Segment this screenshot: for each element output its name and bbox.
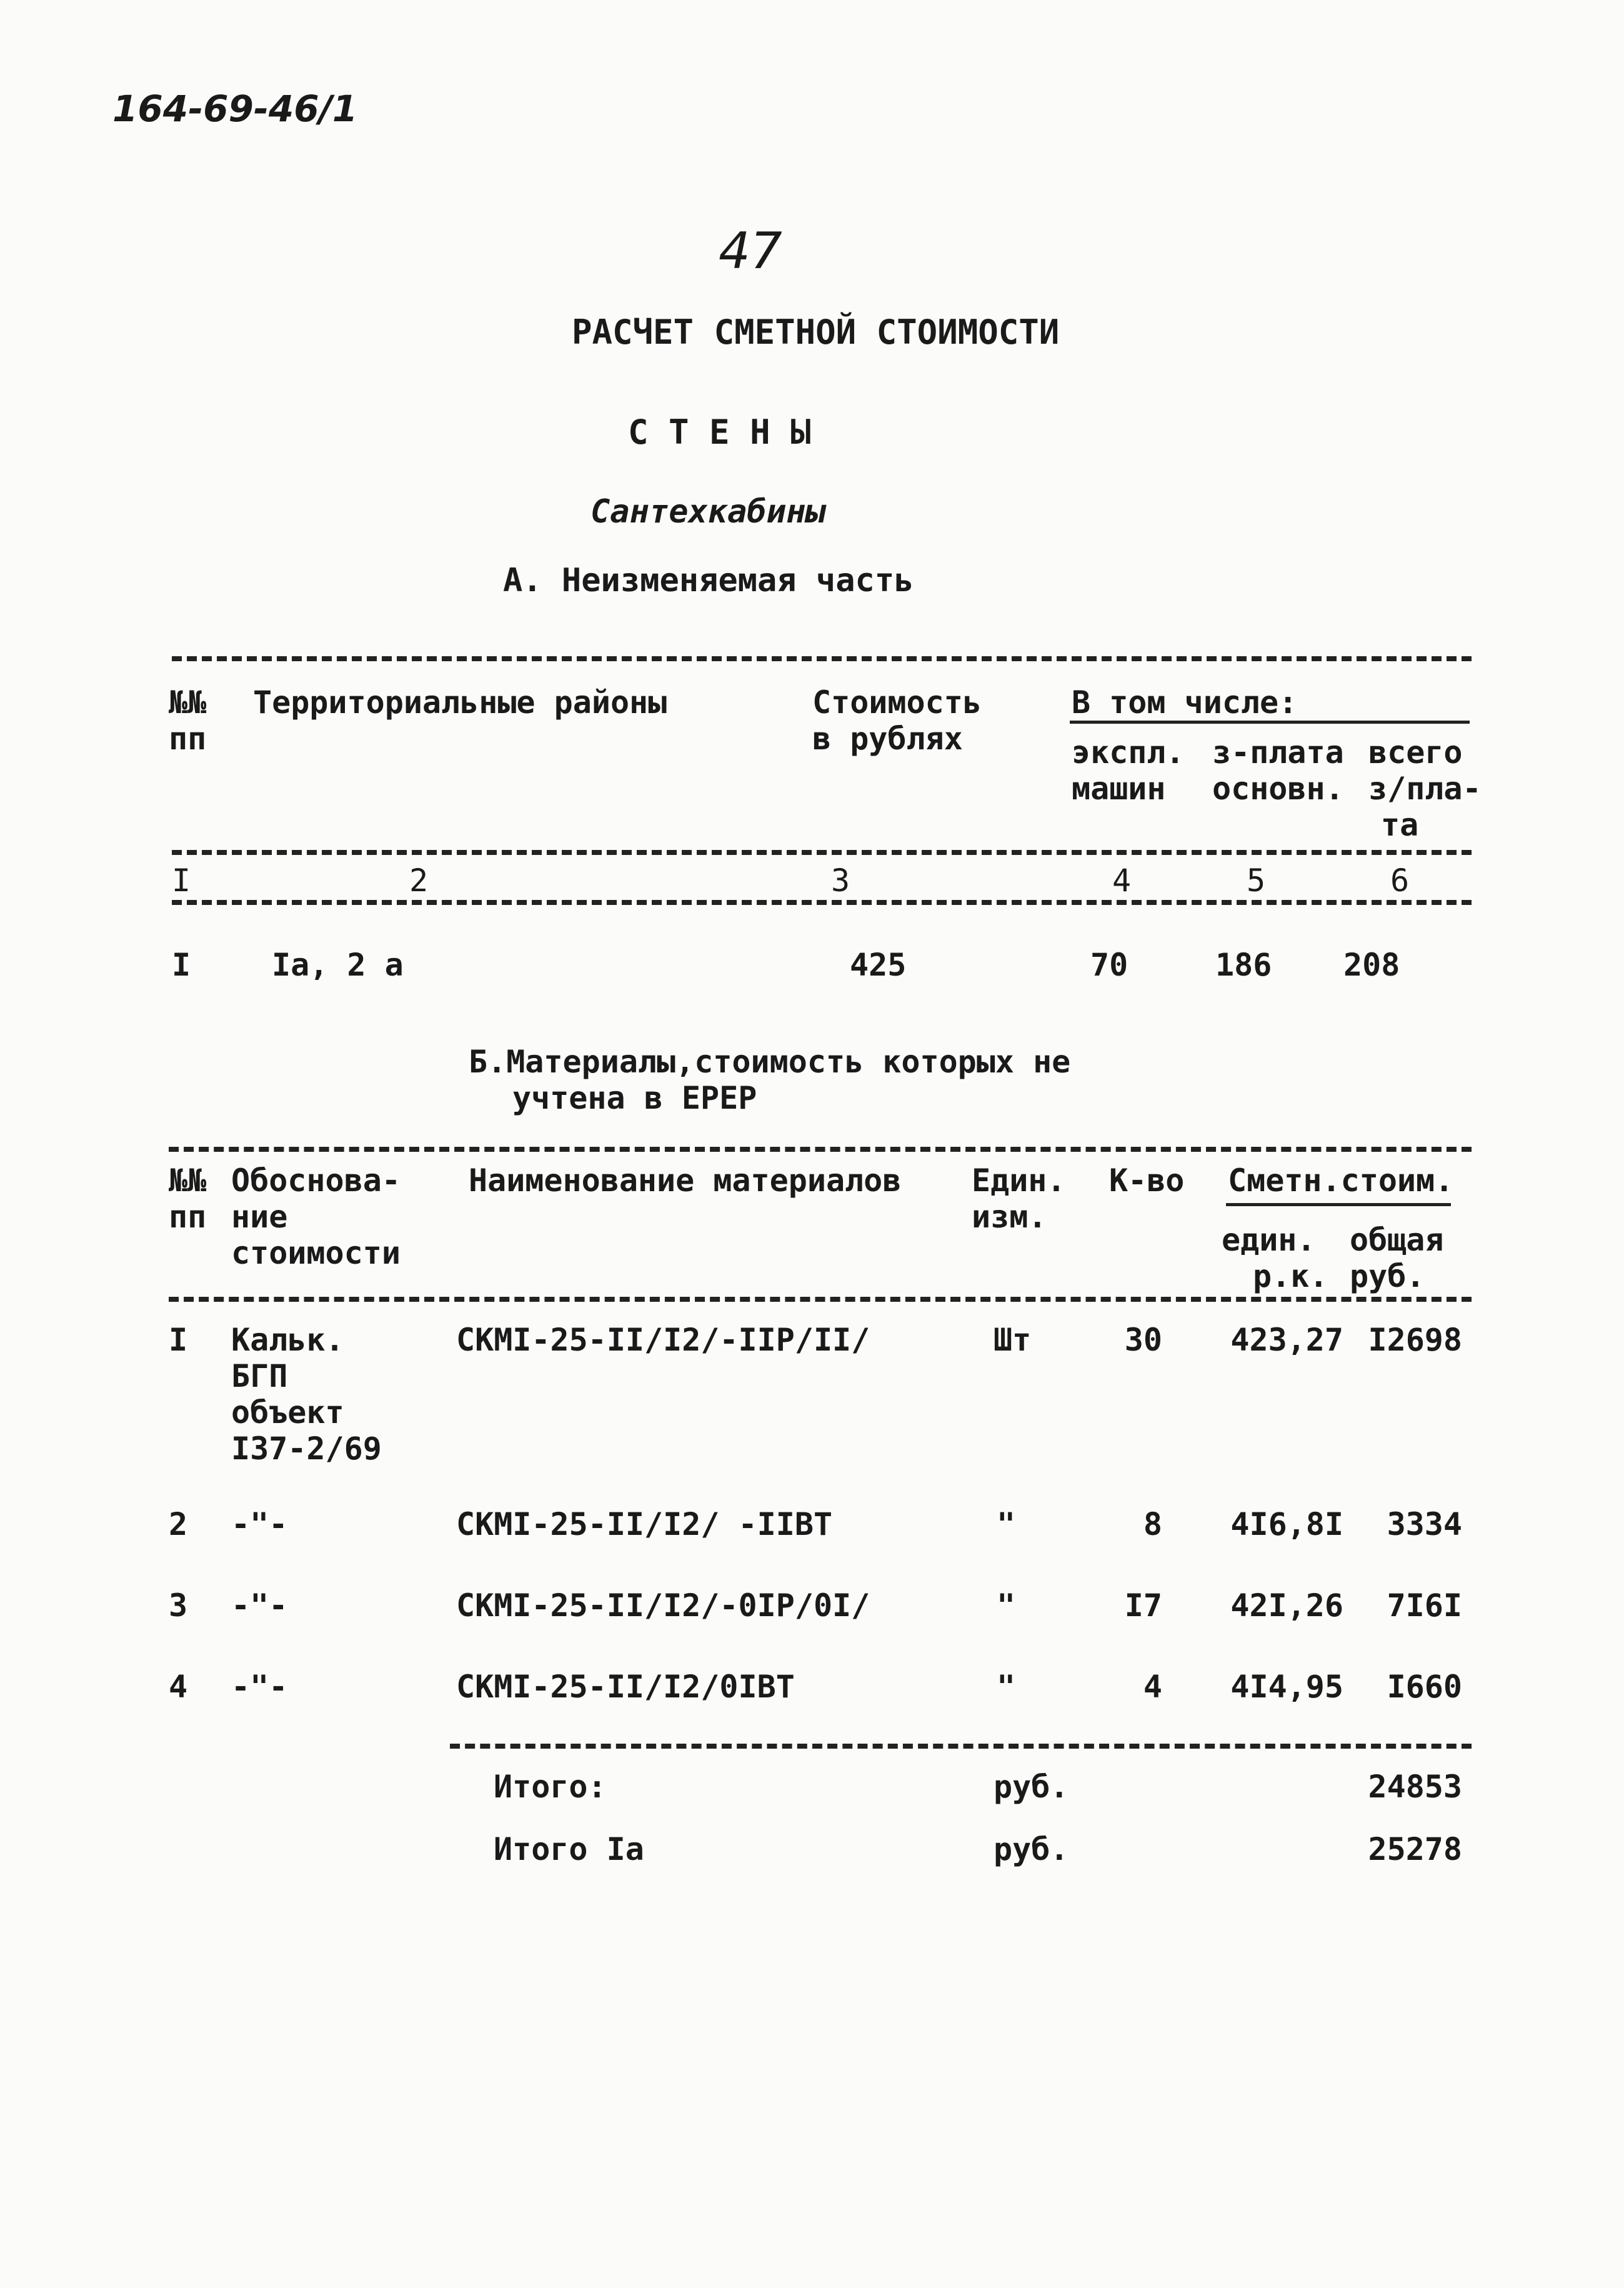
table-a-row-total-pay: 208	[1343, 947, 1400, 983]
table-a-header-districts: Территориальные районы	[253, 684, 667, 721]
table-b-row2-unit-price: 4I6,8I	[1230, 1506, 1343, 1542]
table-a-header-rule	[172, 850, 1472, 855]
table-a-colnum-3: 3	[831, 862, 850, 899]
table-a-colnum-5: 5	[1247, 862, 1266, 899]
table-b-header-qty: К-во	[1109, 1162, 1185, 1199]
table-b-header-basis: Обоснова- ние стоимости	[231, 1162, 401, 1271]
table-b-row4-unit: "	[997, 1669, 1016, 1705]
table-a-colnum-2: 2	[409, 862, 429, 899]
table-b-row3-total: 7I6I	[1387, 1587, 1462, 1624]
table-b-totals-rule	[450, 1744, 1472, 1749]
table-a-colnum-1: I	[172, 862, 191, 899]
part-a-title: А. Неизменяемая часть	[503, 562, 914, 599]
grand-total-value: 25278	[1368, 1831, 1462, 1867]
table-a-colnum-rule	[172, 900, 1472, 905]
table-b-row3-qty: I7	[1124, 1587, 1162, 1624]
section-title: С Т Е Н Ы	[628, 412, 811, 452]
table-b-row3-basis: -"-	[231, 1587, 288, 1624]
table-a-top-rule	[172, 656, 1472, 661]
table-b-row4-num: 4	[169, 1669, 188, 1705]
table-b-header-unit: Един. изм.	[972, 1162, 1066, 1235]
table-a-colnum-4: 4	[1112, 862, 1132, 899]
table-b-header-name: Наименование материалов	[469, 1162, 902, 1199]
table-b-row4-total: I660	[1387, 1669, 1462, 1705]
table-b-row3-unit: "	[997, 1587, 1016, 1624]
table-a-header-including: В том числе:	[1072, 684, 1298, 721]
table-a-header-num: №№ пп	[169, 684, 207, 757]
page-number: 47	[719, 222, 782, 280]
table-a-including-underline	[1070, 721, 1470, 724]
table-b-row4-basis: -"-	[231, 1669, 288, 1705]
table-b-row1-unit-price: 423,27	[1230, 1322, 1343, 1358]
table-b-row2-qty: 8	[1143, 1506, 1162, 1542]
document-title: РАСЧЕТ СМЕТНОЙ СТОИМОСТИ	[572, 312, 1060, 352]
table-b-row3-unit-price: 42I,26	[1230, 1587, 1343, 1624]
grand-total-label: Итого Iа	[494, 1831, 644, 1867]
table-b-row1-qty: 30	[1124, 1322, 1162, 1358]
table-b-header-unit-price: един. р.к.	[1222, 1222, 1328, 1294]
table-b-row2-total: 3334	[1387, 1506, 1462, 1542]
total-label: Итого:	[494, 1769, 607, 1805]
table-b-row3-num: 3	[169, 1587, 188, 1624]
table-b-row2-num: 2	[169, 1506, 188, 1542]
grand-total-unit: руб.	[994, 1831, 1069, 1867]
table-b-header-num: №№ пп	[169, 1162, 207, 1235]
table-b-header-rule	[169, 1297, 1472, 1302]
table-b-header-estimate: Сметн.стоим.	[1228, 1162, 1454, 1199]
table-b-row2-basis: -"-	[231, 1506, 288, 1542]
table-b-row1-basis: Кальк. БГП объект I37-2/69	[231, 1322, 382, 1467]
document-stamp: 164-69-46/1	[112, 87, 358, 130]
table-b-estimate-underline	[1226, 1203, 1451, 1206]
table-a-row-machines: 70	[1090, 947, 1128, 983]
table-a-header-base-pay: з-плата основн.	[1212, 734, 1344, 807]
table-b-row1-num: I	[169, 1322, 188, 1358]
table-a-row-num: I	[172, 947, 191, 983]
table-b-row3-name: СКМI-25-II/I2/-0IР/0I/	[456, 1587, 870, 1624]
table-b-row1-name: СКМI-25-II/I2/-IIР/II/	[456, 1322, 870, 1358]
table-b-row4-unit-price: 4I4,95	[1230, 1669, 1343, 1705]
table-b-header-total: общая руб.	[1350, 1222, 1444, 1294]
table-b-row1-total: I2698	[1368, 1322, 1462, 1358]
table-b-row1-unit: Шт	[994, 1322, 1032, 1358]
table-b-row2-name: СКМI-25-II/I2/ -IIВТ	[456, 1506, 833, 1542]
table-a-header-cost: Стоимость в рублях	[812, 684, 982, 757]
part-b-title: Б.Материалы,стоимость которых не учтена в ЕРЕР	[469, 1044, 1071, 1116]
table-b-row2-unit: "	[997, 1506, 1016, 1542]
table-b-row4-qty: 4	[1143, 1669, 1162, 1705]
table-a-row-base-pay: 186	[1215, 947, 1272, 983]
total-unit: руб.	[994, 1769, 1069, 1805]
subsection-title: Сантехкабины	[590, 493, 825, 531]
table-a-row-cost: 425	[850, 947, 907, 983]
table-a-row-district: Iа, 2 а	[272, 947, 404, 983]
table-a-header-machines: экспл. машин	[1072, 734, 1185, 807]
total-value: 24853	[1368, 1769, 1462, 1805]
table-b-row4-name: СКМI-25-II/I2/0IВТ	[456, 1669, 795, 1705]
table-a-colnum-6: 6	[1390, 862, 1410, 899]
table-b-top-rule	[169, 1147, 1472, 1152]
table-a-header-total-pay: всего з/пла- та	[1368, 734, 1482, 843]
